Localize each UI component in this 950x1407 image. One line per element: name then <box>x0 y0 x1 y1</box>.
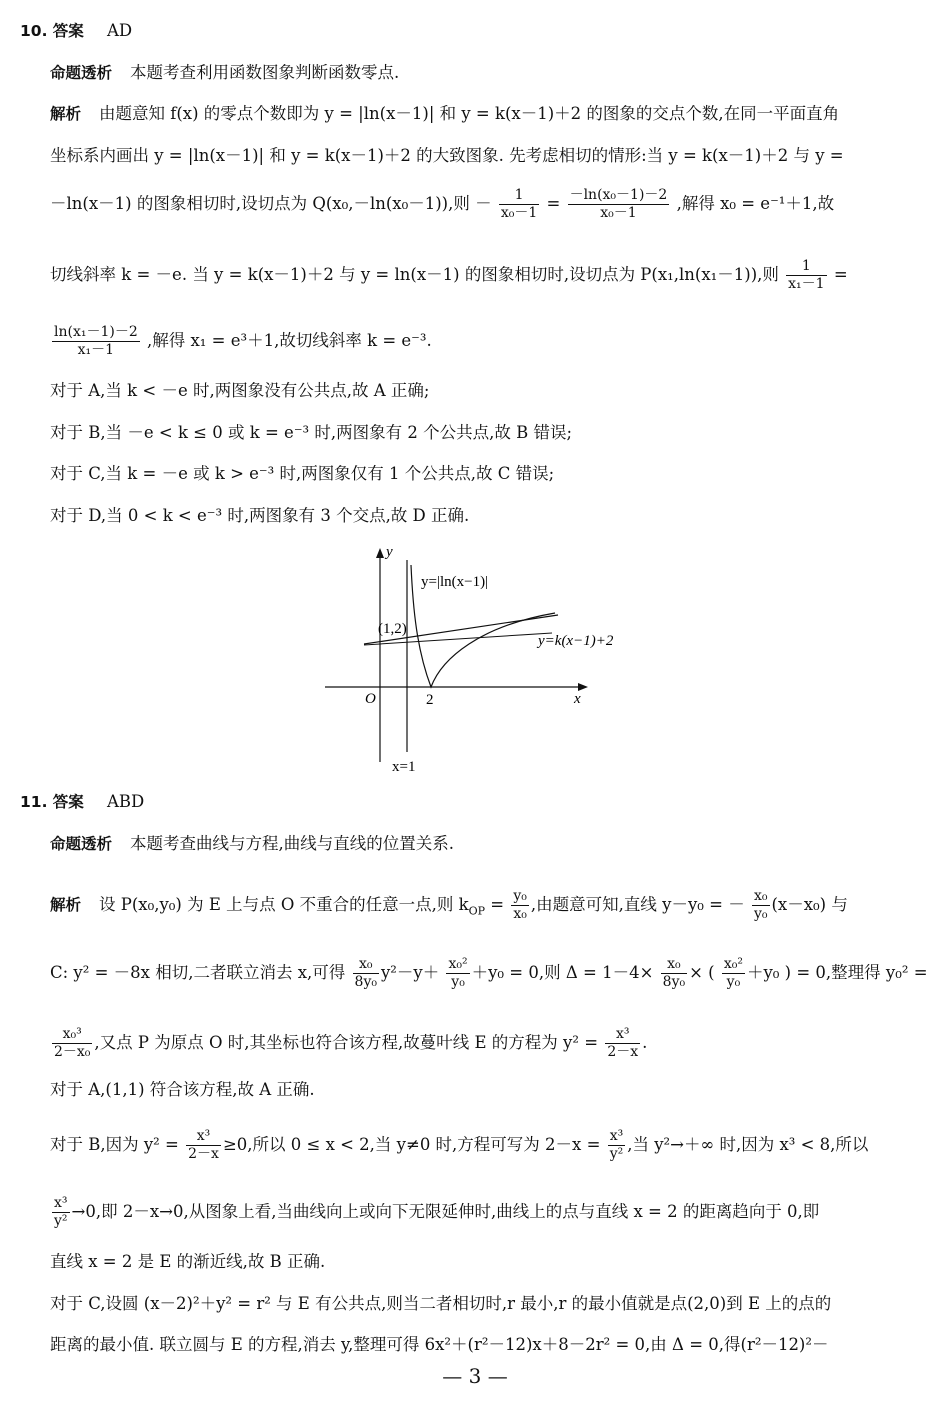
fraction <box>608 1128 626 1163</box>
denominator: 2－x <box>188 1146 219 1162</box>
q11-number: 11. <box>20 793 48 811</box>
equals: = <box>833 265 848 284</box>
q11-optb1-b: ≥0,所以 0 ≤ x < 2,当 y≠0 时,方程可写为 2－x = <box>222 1135 601 1154</box>
fraction <box>52 324 140 359</box>
q11-intent <box>50 833 454 855</box>
denominator: y₀ <box>446 973 469 991</box>
q11-line2-e: ＋y₀ ) = 0,整理得 y₀² = <box>746 963 928 982</box>
q11-option-c-line-1: 对于 C,设圆 (x－2)²＋y² = r² 与 E 有公共点,则当二者相切时,r 最小,r 的最小值就是点(2,0)到 E 上的点的 <box>50 1294 832 1313</box>
q11-analysis-line-1 <box>50 888 848 923</box>
denominator: x₁－1 <box>788 276 825 292</box>
q11-line1-c: (x－x₀) 与 <box>771 895 848 914</box>
q10-figure <box>320 540 630 780</box>
q10-line5-b: ,解得 x₁ = e³＋1,故切线斜率 k = e⁻³. <box>147 331 432 350</box>
numerator: x₀ <box>667 956 681 972</box>
q10-option-b: 对于 B,当 －e < k ≤ 0 或 k = e⁻³ 时,两图象有 2 个公共点,故 B 错误; <box>50 423 573 442</box>
denominator: 8y₀ <box>354 974 377 990</box>
denominator: 2－x <box>607 1044 639 1060</box>
fraction <box>752 888 770 923</box>
q10-intent-label: 命题透析 <box>50 64 113 82</box>
page-number: — 3 — <box>442 1364 508 1388</box>
q10-number: 10. <box>20 22 48 40</box>
denominator: y₀ <box>753 906 768 922</box>
x-label: x <box>574 691 581 707</box>
denominator: x₀－1 <box>500 205 538 221</box>
q10-analysis-line-2: 坐标系内画出 y = |ln(x－1)| 和 y = k(x－1)＋2 的大致图象. 先考虑相切的情形:当 y = k(x－1)＋2 与 y = <box>50 146 844 165</box>
fraction <box>186 1128 221 1163</box>
q10-option-a: 对于 A,当 k < －e 时,两图象没有公共点,故 A 正确; <box>50 381 430 400</box>
numerator: x³ <box>609 1128 624 1144</box>
denominator: y₀ <box>722 973 745 991</box>
denominator: x₁－1 <box>52 341 140 359</box>
numerator: x₀² <box>448 956 468 972</box>
q11-option-b-line-2 <box>50 1195 819 1230</box>
q11-intent-text: 本题考查曲线与方程,曲线与直线的位置关系. <box>130 834 455 853</box>
subscript: OP <box>468 904 486 918</box>
q11-option-b-line-1 <box>50 1128 868 1163</box>
period: . <box>642 1033 648 1052</box>
q11-line1-b: ,由题意可知,直线 y－y₀ = － <box>530 895 745 914</box>
numerator: x³ <box>615 1026 630 1042</box>
equals: = <box>546 194 561 213</box>
numerator: x³ <box>196 1128 211 1144</box>
fraction <box>661 956 687 991</box>
fraction <box>786 258 826 293</box>
fraction <box>722 956 745 991</box>
curve2-label: y=k(x−1)+2 <box>538 633 614 649</box>
q10-option-d: 对于 D,当 0 < k < e⁻³ 时,两图象有 3 个交点,故 D 正确. <box>50 506 470 525</box>
q11-line2-c: ＋y₀ = 0,则 Δ = 1－4× <box>471 963 654 982</box>
fraction <box>605 1026 640 1061</box>
q11-answer-label: 答案 <box>52 793 84 811</box>
q11-intent-label: 命题透析 <box>50 835 113 853</box>
origin-label: O <box>365 691 376 707</box>
q11-header <box>20 791 144 813</box>
numerator: x₀ <box>358 956 373 972</box>
denominator: 8y₀ <box>662 974 686 990</box>
numerator: x³ <box>54 1195 68 1211</box>
equals: = <box>485 895 505 914</box>
q11-answer: ABD <box>106 792 145 811</box>
q10-answer-label: 答案 <box>52 22 84 40</box>
numerator: x₀² <box>723 956 743 972</box>
curve1-label: y=|ln(x−1)| <box>421 574 489 590</box>
q11-analysis-label: 解析 <box>50 896 82 914</box>
q11-line2-d: × ( <box>689 963 715 982</box>
q11-line2-a: C: y² = －8x 相切,二者联立消去 x,可得 <box>50 963 346 982</box>
q10-intent <box>50 62 399 84</box>
numerator: y₀ <box>513 888 527 904</box>
y-axis-arrow <box>376 548 384 558</box>
q10-analysis-line-5 <box>50 324 432 359</box>
q10-line4-a: 切线斜率 k = －e. 当 y = k(x－1)＋2 与 y = ln(x－1) 的图象相切时,设切点为 P(x₁,ln(x₁－1)),则 <box>50 265 779 284</box>
q11-optb1-c: ,当 y²→＋∞ 时,因为 x³ < 8,所以 <box>627 1135 869 1154</box>
q10-analysis-line-1 <box>50 103 839 125</box>
q11-optb2-a: →0,即 2－x→0,从图象上看,当曲线向上或向下无限延伸时,曲线上的点与直线 x = 2 的距离趋向于 0,即 <box>71 1202 820 1221</box>
y-label: y <box>386 544 393 560</box>
fraction <box>52 1195 70 1230</box>
fraction <box>353 956 379 991</box>
q11-line1-a: 设 P(x₀,y₀) 为 E 上与点 O 不重合的任意一点,则 k <box>99 895 469 914</box>
q10-line1-text: 由题意知 f(x) 的零点个数即为 y = |ln(x－1)| 和 y = k(x－1)＋2 的图象的交点个数,在同一平面直角 <box>99 104 840 123</box>
fraction <box>499 187 539 222</box>
q10-line3-a: －ln(x－1) 的图象相切时,设切点为 Q(x₀,－ln(x₀－1)),则 － <box>50 194 492 213</box>
point-label: (1,2) <box>378 621 407 637</box>
numerator: x₀ <box>753 888 768 904</box>
fraction <box>568 187 670 222</box>
denominator: y² <box>609 1146 624 1162</box>
q10-answer: AD <box>106 21 133 40</box>
q10-intent-text: 本题考查利用函数图象判断函数零点. <box>130 63 400 82</box>
q10-line3-b: ,解得 x₀ = e⁻¹＋1,故 <box>676 194 835 213</box>
q10-analysis-label: 解析 <box>50 105 82 123</box>
q11-analysis-line-3 <box>50 1026 647 1061</box>
fraction <box>52 1026 92 1061</box>
asymptote-label: x=1 <box>392 759 416 775</box>
q11-option-b-line-3: 直线 x = 2 是 E 的渐近线,故 B 正确. <box>50 1252 326 1271</box>
fraction <box>446 956 469 991</box>
denominator: 2－x₀ <box>54 1044 91 1060</box>
numerator: 1 <box>801 258 811 274</box>
q11-option-a: 对于 A,(1,1) 符合该方程,故 A 正确. <box>50 1080 315 1099</box>
q11-line2-b: y²－y＋ <box>380 963 440 982</box>
q10-analysis-line-4 <box>50 258 848 293</box>
q11-optb1-a: 对于 B,因为 y² = <box>50 1135 179 1154</box>
x-axis-arrow <box>578 683 588 691</box>
denominator: x₀－1 <box>568 204 670 222</box>
q11-option-c-line-2: 距离的最小值. 联立圆与 E 的方程,消去 y,整理可得 6x²＋(r²－12)x＋8－2r² = 0,由 Δ = 0,得(r²－12)²－ <box>50 1335 829 1354</box>
denominator: y² <box>54 1213 68 1229</box>
denominator: x₀ <box>511 905 529 923</box>
q10-option-c: 对于 C,当 k = －e 或 k > e⁻³ 时,两图象仅有 1 个公共点,故 C 错误; <box>50 464 555 483</box>
q10-analysis-line-3 <box>50 187 834 222</box>
numerator: ln(x₁－1)－2 <box>54 324 138 340</box>
q10-header <box>20 20 132 42</box>
numerator: x₀³ <box>62 1026 82 1042</box>
q11-analysis-line-2 <box>50 956 928 991</box>
q11-line3-a: ,又点 P 为原点 O 时,其坐标也符合该方程,故蔓叶线 E 的方程为 y² = <box>94 1033 599 1052</box>
numerator: 1 <box>514 187 524 203</box>
fraction <box>511 888 529 923</box>
numerator: －ln(x₀－1)－2 <box>569 187 668 203</box>
two-label: 2 <box>426 692 434 708</box>
